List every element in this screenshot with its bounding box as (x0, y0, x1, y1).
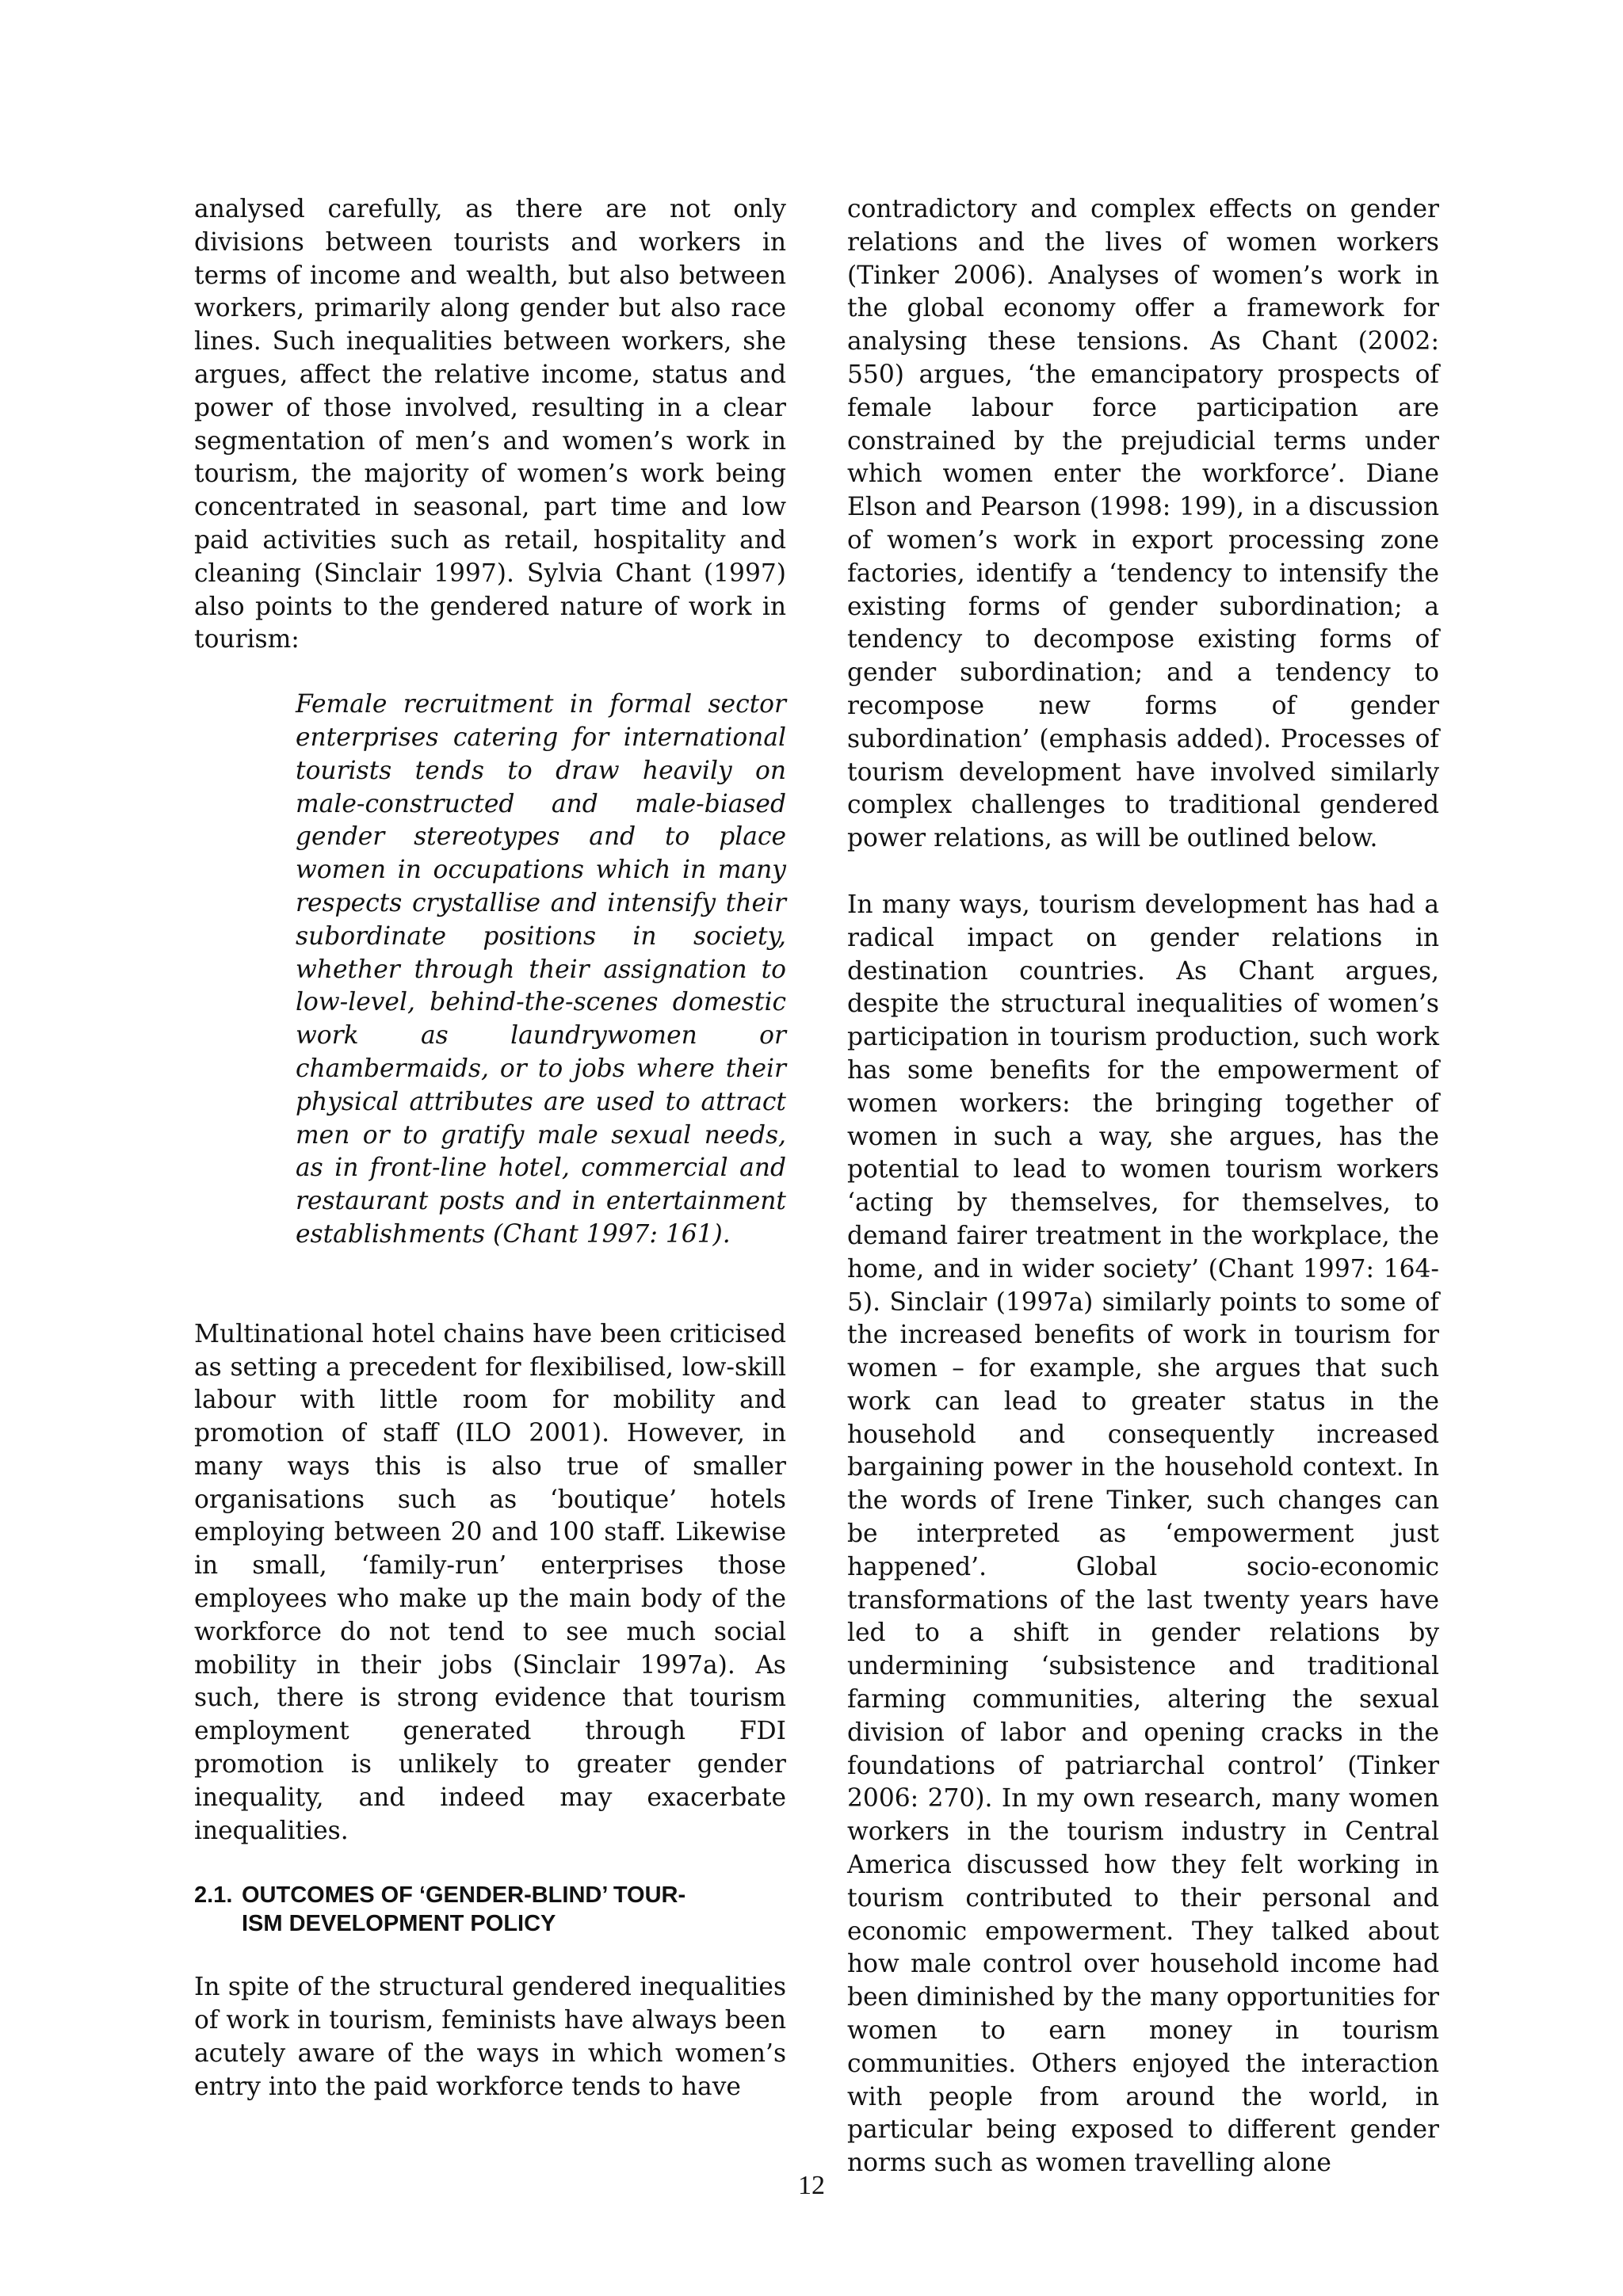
page-number: 12 (798, 2171, 825, 2200)
body-paragraph: In many ways, tourism development has had a radical impact on gender relations in destination countries. As Chant argues, despite the structural inequalities of women’s participation in tourism production, such work has some benefits for the empowerment of women workers: the bringing together of women in such a way, she argues, has the potential to lead to women tourism workers ‘acting by themselves, for themselves, to demand fairer treatment in the workplace, the home, and in wider society’ (Chant 1997: 164-5). Sinclair (1997a) similarly points to some of the increased benefits of work in tourism for women – for example, she argues that such work can lead to greater status in the household and consequently increased bargaining power in the household context. In the words of Irene Tinker, such changes can be interpreted as ‘empowerment just happened’. Global socio-economic transformations of the last twenty years have led to a shift in gender relations by undermining ‘subsistence and traditional farming communities, altering the sexual division of labor and opening cracks in the foundations of patriarchal control’ (Tinker 2006: 270). In my own research, many women workers in the tourism industry in Central America discussed how they felt working in tourism contributed to their personal and economic empowerment. They talked about how male control over household income had been diminished by the many opportunities for women to earn money in tourism communities. Others enjoyed the interaction with people from around the world, in particular being exposed to different gender norms such as women travelling alone (847, 890, 1439, 2178)
block-quote: Female recruitment in formal sector enterprises catering for international tourists tends to draw heavily on male-constructed and male-biased gender stereotypes and to place women in occupations which in many respects crystallise and intensify their subordinate positions in society, whether through their assignation to low-level, behind-the-scenes domestic work as laundrywomen or chambermaids, or to jobs where their physical attributes are used to attract men or to gratify male sexual needs, as in front-line hotel, commercial and restaurant posts and in entertainment establishments (Chant 1997: 161). (296, 690, 786, 1249)
section-title-line2: ISM DEVELOPMENT POLICY (242, 1911, 556, 1937)
body-paragraph: In spite of the structural gendered inequalities of work in tourism, feminists have always been acutely aware of the ways in which women’s entry into the paid workforce tends to have (194, 1973, 786, 2101)
body-paragraph: Multinational hotel chains have been criticised as setting a precedent for flexibilised, low-skill labour with little room for mobility and promotion of staff (ILO 2001). However, in many ways this is also true of smaller organisations such as ‘boutique’ hotels employing between 20 and 100 staff. Likewise in small, ‘family-run’ enterprises those employees who make up the main body of the workforce do not tend to see much social mobility in their jobs (Sinclair 1997a). As such, there is strong evidence that tourism employment generated through FDI promotion is unlikely to greater gender inequality, and indeed may exacerbate inequalities. (194, 1319, 786, 1845)
body-paragraph: contradictory and complex effects on gender relations and the lives of women workers (Tinker 2006). Analyses of women’s work in the global economy offer a framework for analysing these tensions. As Chant (2002: 550) argues, ‘the emancipatory prospects of female labour force participation are constrained by the prejudicial terms under which women enter the workforce’. Diane Elson and Pearson (1998: 199), in a discussion of women’s work in export processing zone factories, identify a ‘tendency to intensify the existing forms of gender subordination; a tendency to decompose existing forms of gender subordination; and a tendency to recompose new forms of gender subordination’ (emphasis added). Processes of tourism development have involved similarly complex challenges to traditional gendered power relations, as will be outlined below. (847, 195, 1439, 853)
body-paragraph: analysed carefully, as there are not only divisions between tourists and workers in terms of income and wealth, but also between workers, primarily along gender but also race lines. Such inequalities between workers, she argues, affect the relative income, status and power of those involved, resulting in a clear segmentation of men’s and women’s work in tourism, the majority of women’s work being concentrated in seasonal, part time and low paid activities such as retail, hospitality and cleaning (Sinclair 1997). Sylvia Chant (1997) also points to the gendered nature of work in tourism: (194, 195, 786, 654)
left-column (194, 193, 786, 2104)
section-heading (194, 1881, 786, 1938)
section-title-line1: OUTCOMES OF ‘GENDER-BLIND’ TOUR- (242, 1882, 686, 1909)
section-number: 2.1. (194, 1882, 233, 1909)
right-column (847, 193, 1439, 2180)
